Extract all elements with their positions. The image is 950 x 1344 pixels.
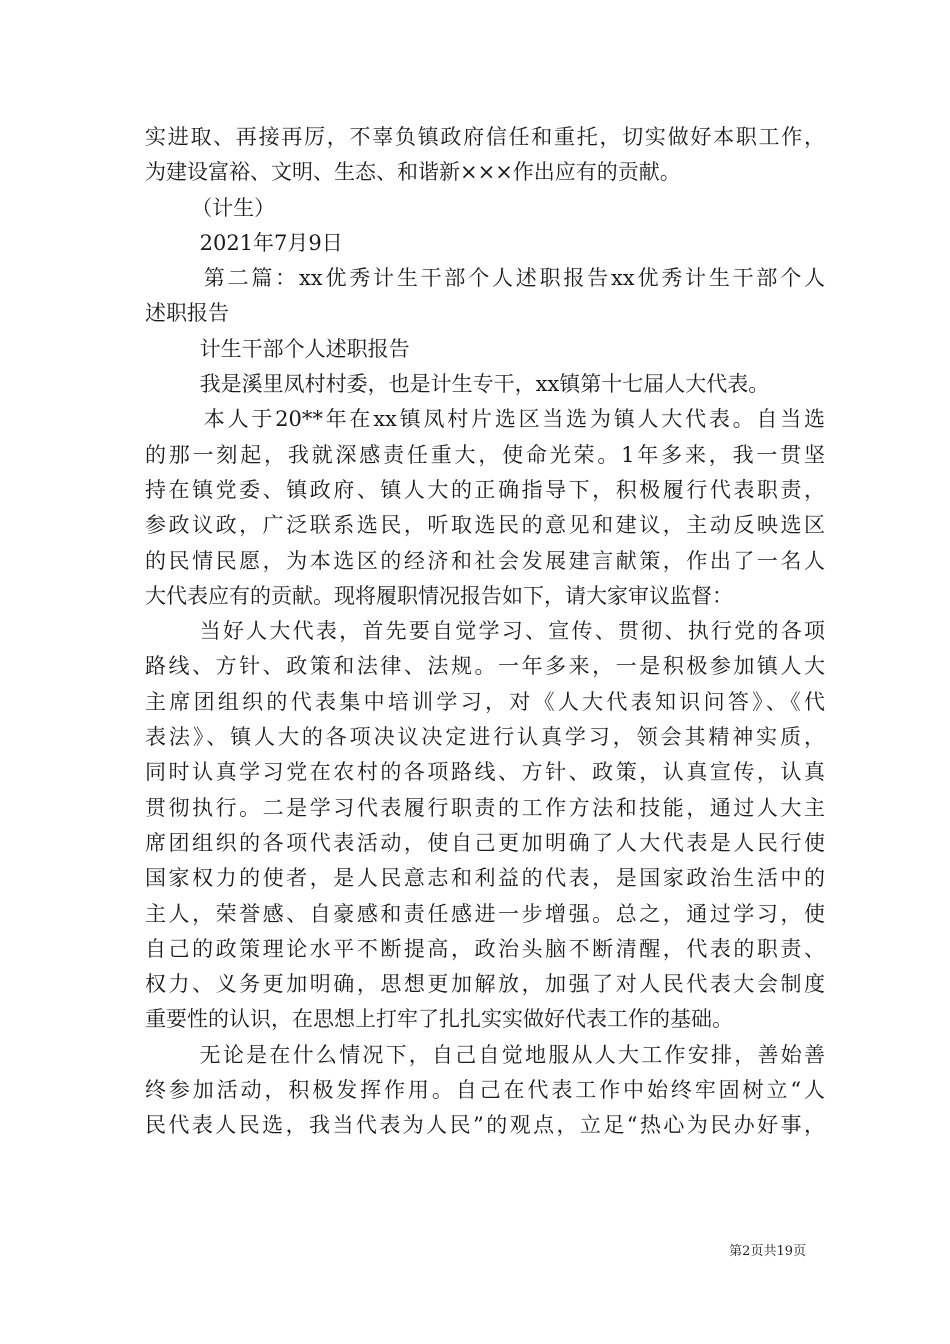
text-line: 的那一刻起，我就深感责任重大，使命光荣。1年多来，我一贯坚 bbox=[145, 442, 825, 467]
text-line: 述职报告 bbox=[145, 301, 229, 326]
text-line: 实进取、再接再厉，不辜负镇政府信任和重托，切实做好本职工作， bbox=[145, 125, 825, 149]
text-line: 表法》、镇人大的各项决议决定进行认真学习，领会其精神实质， bbox=[145, 725, 825, 750]
text-line: 主席团组织的代表集中培训学习，对《人大代表知识问答》、《代 bbox=[145, 689, 825, 714]
text-line: 权力、义务更加明确，思想更加解放，加强了对人民代表大会制度 bbox=[145, 972, 825, 997]
text-line: 第二篇：xx优秀计生干部个人述职报告xx优秀计生干部个人 bbox=[203, 266, 825, 291]
document-body bbox=[145, 120, 825, 1144]
text-line: 无论是在什么情况下，自己自觉地服从人大工作安排，善始善 bbox=[199, 1042, 825, 1067]
text-line: 当好人大代表，首先要自觉学习、宣传、贯彻、执行党的各项 bbox=[199, 619, 825, 644]
text-line: 持在镇党委、镇政府、镇人大的正确指导下，积极履行代表职责， bbox=[145, 477, 825, 502]
text-line: 2021年7月9日 bbox=[199, 230, 343, 255]
text-line: 终参加活动，积极发挥作用。自己在代表工作中始终牢固树立“人 bbox=[145, 1078, 825, 1103]
text-line: 国家权力的使者，是人民意志和利益的代表，是国家政治生活中的 bbox=[145, 866, 825, 891]
text-line: 同时认真学习党在农村的各项路线、方针、政策，认真宣传，认真 bbox=[145, 760, 825, 785]
text-line: 重要性的认识，在思想上打牢了扎扎实实做好代表工作的基础。 bbox=[145, 1007, 733, 1032]
text-line: 计生干部个人述职报告 bbox=[199, 336, 410, 361]
page-number: 第2页共19页 bbox=[729, 1244, 806, 1259]
text-line: 贯彻执行。二是学习代表履行职责的工作方法和技能，通过人大主 bbox=[145, 795, 825, 820]
text-line: 大代表应有的贡献。现将履职情况报告如下，请大家审议监督： bbox=[145, 583, 733, 608]
text-line: 民代表人民选，我当代表为人民”的观点，立足“热心为民办好事， bbox=[145, 1113, 825, 1138]
text-line: 席团组织的各项代表活动，使自己更加明确了人大代表是人民行使 bbox=[145, 830, 825, 855]
text-line: 自己的政策理论水平不断提高，政治头脑不断清醒，代表的职责、 bbox=[145, 936, 825, 961]
text-line: 本人于20**年在xx镇凤村片选区当选为镇人大代表。自当选 bbox=[203, 407, 825, 432]
text-line: 主人，荣誉感、自豪感和责任感进一步增强。总之，通过学习，使 bbox=[145, 901, 825, 926]
text-line: 我是溪里凤村村委，也是计生专干，xx镇第十七届人大代表。 bbox=[199, 372, 770, 397]
text-line: 路线、方针、政策和法律、法规。一年多来，一是积极参加镇人大 bbox=[145, 654, 825, 679]
text-line: 为建设富裕、文明、生态、和谐新×××作出应有的贡献。 bbox=[145, 160, 681, 185]
text-line: （计生） bbox=[191, 195, 276, 220]
text-line: 参政议政，广泛联系选民，听取选民的意见和建议，主动反映选区 bbox=[145, 513, 825, 538]
text-line: 的民情民愿，为本选区的经济和社会发展建言献策，作出了一名人 bbox=[145, 548, 825, 573]
